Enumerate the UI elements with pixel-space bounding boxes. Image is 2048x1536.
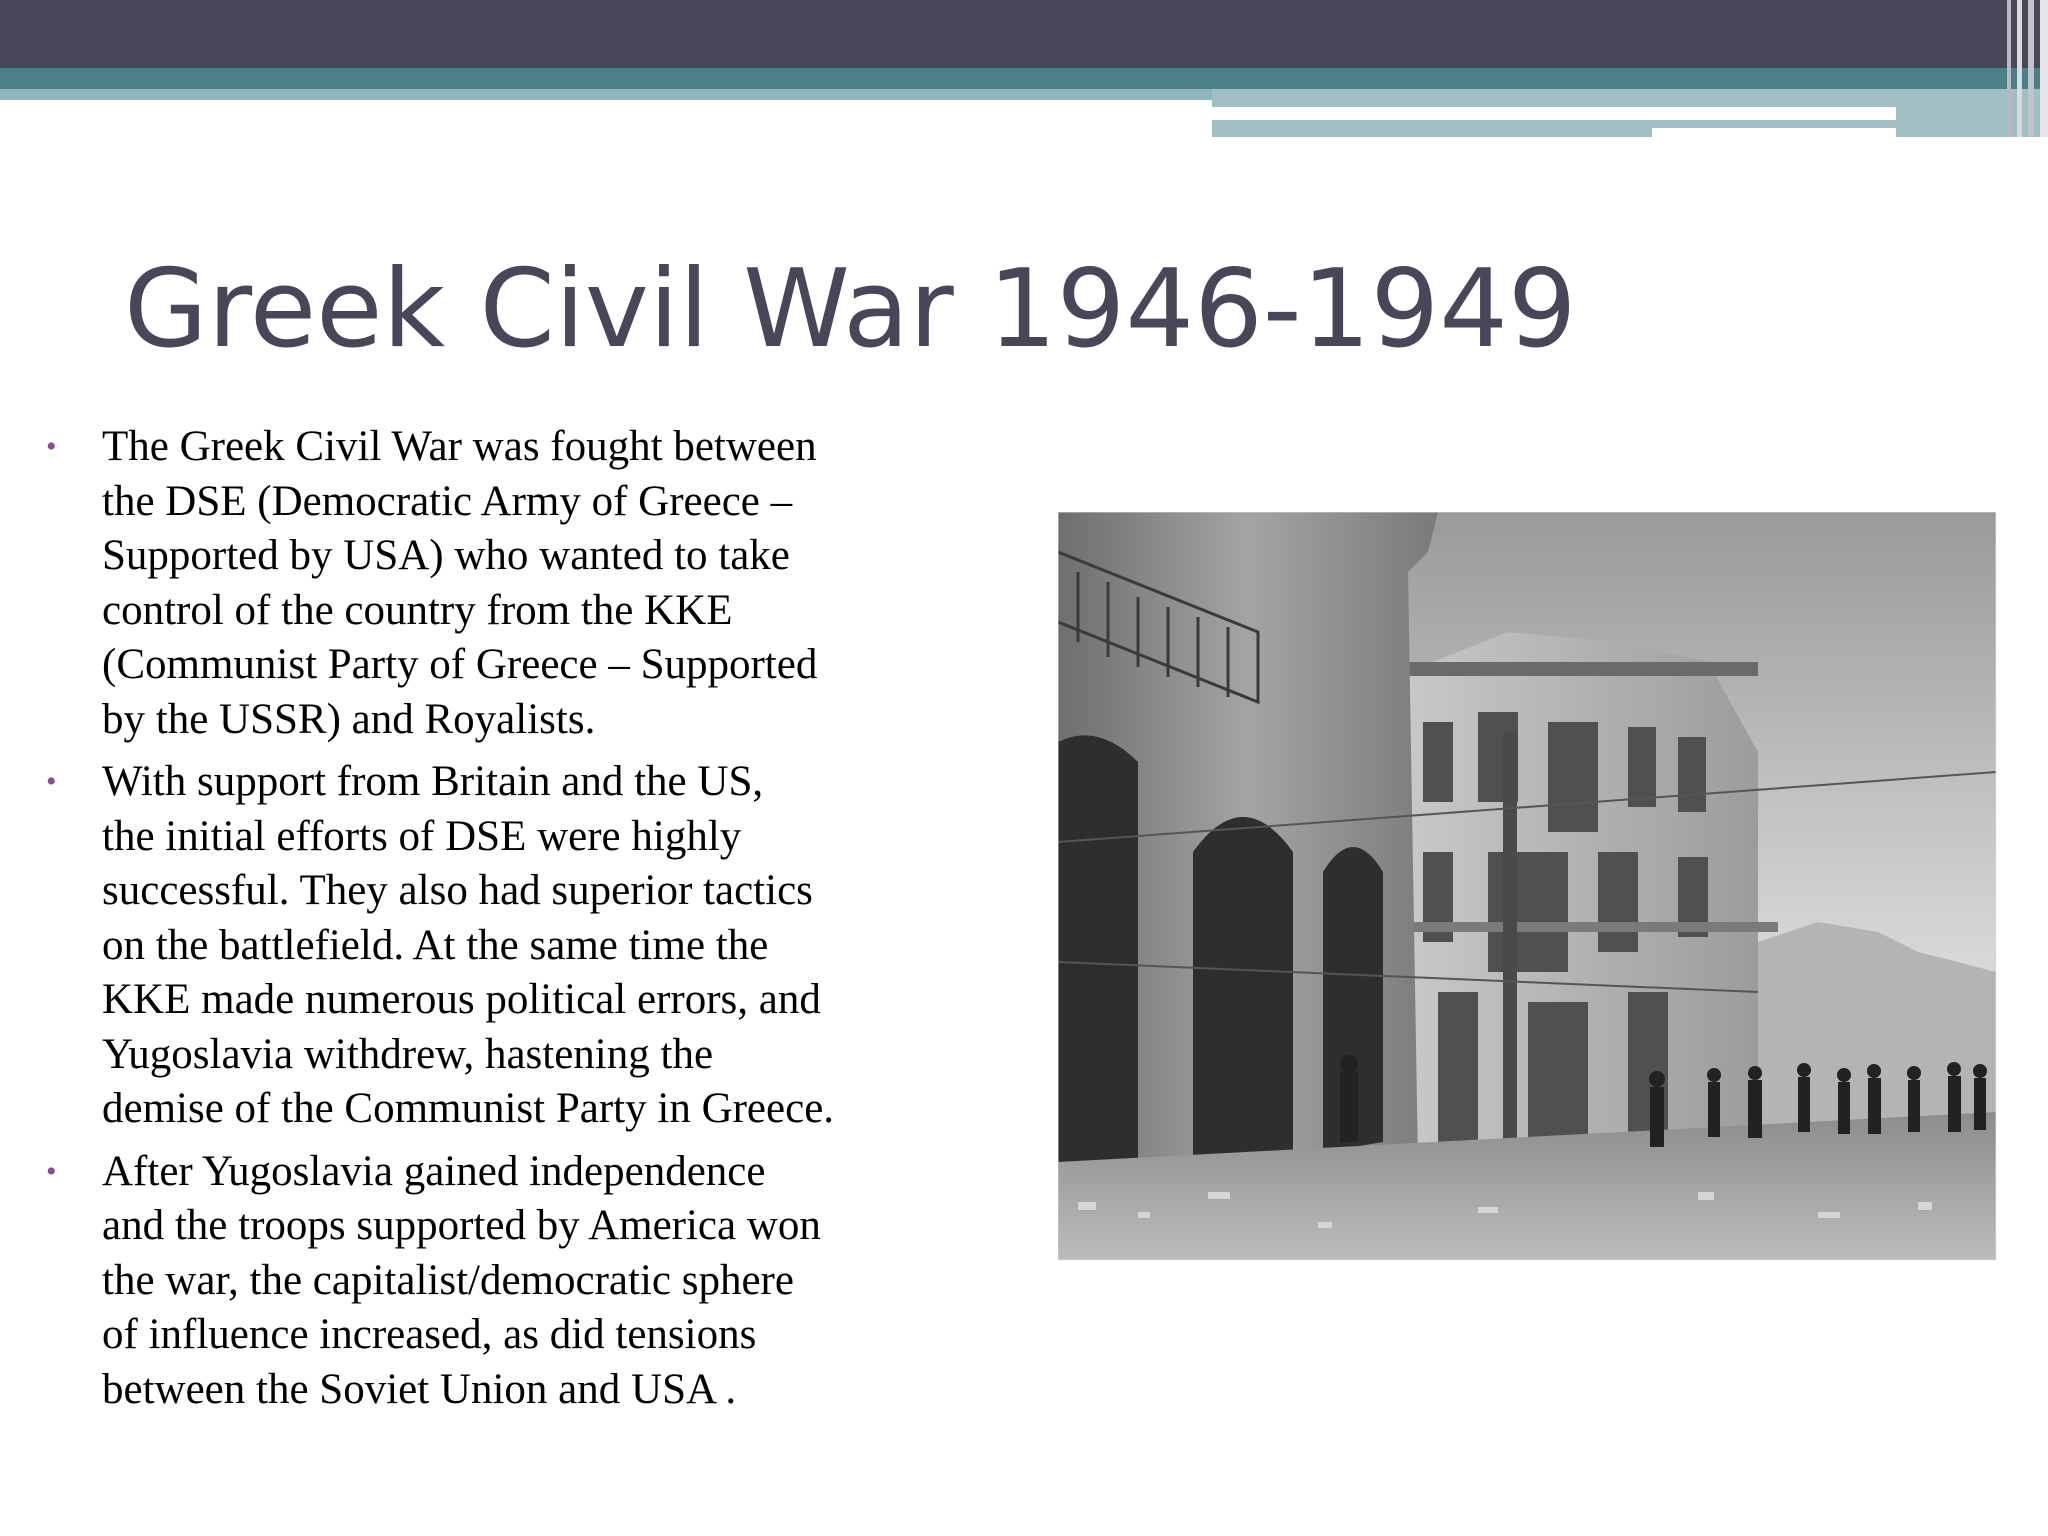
war-ruins-photo	[1058, 512, 1996, 1260]
bullet-line: and the troops supported by America won	[102, 1202, 821, 1249]
bullet-line: of influence increased, as did tensions	[102, 1311, 757, 1358]
header-stripes	[1992, 0, 2048, 137]
bullet-line: control of the country from the KKE	[102, 586, 733, 634]
bullet-line: (Communist Party of Greece – Supported	[102, 641, 818, 688]
bullet-line: After Yugoslavia gained independence	[102, 1147, 766, 1195]
header-dark-band	[0, 0, 2048, 68]
header-teal-band	[0, 68, 2048, 89]
bullet-list	[40, 420, 960, 1425]
bullet-line: demise of the Communist Party in Greece.	[102, 1085, 835, 1132]
bullet-line: on the battlefield. At the same time the	[102, 921, 769, 969]
header-right-line	[1212, 107, 1896, 120]
slide-title: Greek Civil War 1946-1949	[124, 247, 1577, 372]
photo-graphic	[1058, 512, 1996, 1260]
header-thin-band	[0, 89, 1212, 100]
bullet-line: KKE made numerous political errors, and	[102, 976, 821, 1023]
bullet-line: the war, the capitalist/democratic sphere	[102, 1256, 794, 1304]
bullet-line: Supported by USA) who wanted to take	[102, 532, 790, 579]
header-right-line-short	[1652, 128, 1896, 137]
bullet-marker-icon: •	[46, 430, 57, 463]
bullet-line: Yugoslavia withdrew, hastening the	[102, 1030, 714, 1078]
utility-pole	[1503, 732, 1517, 1162]
bullet-line: successful. They also had superior tactics	[102, 867, 813, 914]
bullet-line: With support from Britain and the US,	[102, 758, 764, 805]
bullet-marker-icon: •	[46, 765, 57, 798]
bullet-line: the DSE (Democratic Army of Greece –	[102, 477, 793, 525]
bullet-line: between the Soviet Union and USA .	[102, 1365, 737, 1413]
bullet-line: the initial efforts of DSE were highly	[102, 812, 742, 860]
bullet-item	[40, 755, 960, 1137]
bullet-item	[40, 420, 960, 747]
bullet-item	[40, 1145, 960, 1418]
bullet-line: by the USSR) and Royalists.	[102, 695, 596, 743]
bullet-line: The Greek Civil War was fought between	[102, 423, 817, 470]
bullet-marker-icon: •	[46, 1154, 57, 1188]
